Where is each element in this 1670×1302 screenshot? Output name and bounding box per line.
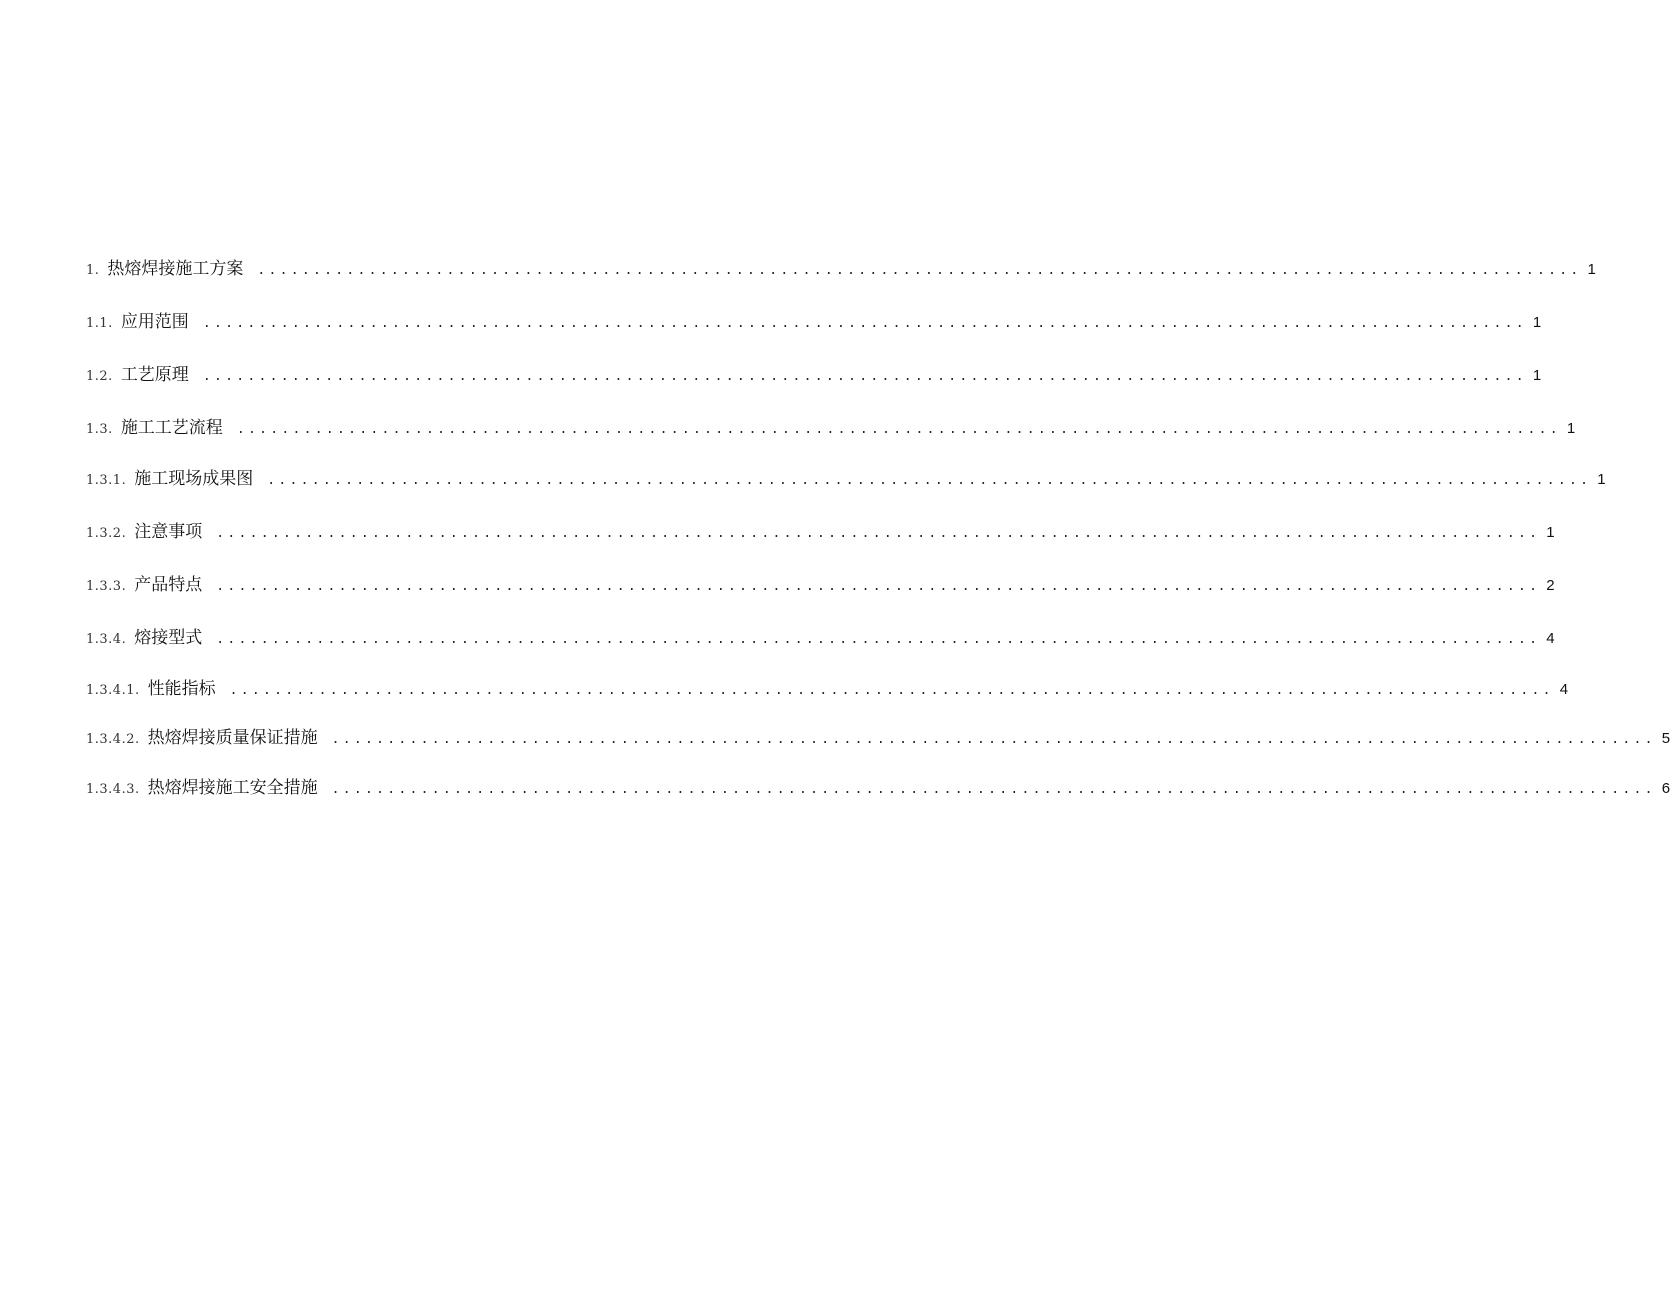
toc-entry[interactable] [86,254,1596,279]
dot-leader: ....................................................................................................................... [229,683,1554,698]
dot-leader: ....................................................................................................................... [216,632,1541,647]
dot-leader: ....................................................................................................................... [202,369,1527,384]
toc-entry-title: 施工工艺流程 [120,418,223,438]
toc-entry[interactable] [86,674,1569,699]
toc-entry-title: 热熔焊接施工安全措施 [147,778,318,798]
toc-entry[interactable] [86,360,1542,385]
toc-entry-page: 2 [1546,577,1555,594]
toc-entry-page: 1 [1532,367,1542,384]
toc-entry-title: 熔接型式 [134,628,203,648]
dot-leader: ....................................................................................................................... [216,526,1541,541]
dot-leader: ....................................................................................................................... [267,473,1592,488]
toc-entry-page: 1 [1597,471,1606,488]
toc-entry-title: 应用范围 [120,312,189,332]
toc-entry[interactable] [86,723,1670,748]
toc-entry[interactable] [86,517,1555,542]
toc-entry[interactable] [86,307,1542,332]
dot-leader: ....................................................................................................................... [216,579,1541,594]
toc-entry-title: 产品特点 [134,575,203,595]
toc-entry-title: 性能指标 [147,679,216,699]
toc-entry-title: 注意事项 [134,522,203,542]
toc-entry-page: 5 [1661,730,1670,747]
dot-leader: ....................................................................................................................... [236,422,1561,437]
toc-entry-number: 1.3.4.2. [86,732,140,747]
toc-entry-number: 1. [86,263,100,278]
toc-entry-number: 1.3.2. [86,526,127,541]
toc-entry-title: 施工现场成果图 [134,469,254,489]
dot-leader: ....................................................................................................................... [202,316,1527,331]
toc-entry-page: 1 [1587,261,1596,278]
toc-entry-page: 1 [1566,420,1576,437]
toc-entry-page: 4 [1559,681,1569,698]
toc-entry-page: 6 [1661,780,1670,797]
toc-entry[interactable] [86,413,1576,438]
dot-leader: ....................................................................................................................... [257,263,1582,278]
toc-entry-title: 热熔焊接质量保证措施 [147,728,318,748]
toc-entry-title: 工艺原理 [120,365,189,385]
toc-entry-number: 1.3.1. [86,473,127,488]
dot-leader: ....................................................................................................................... [331,732,1656,747]
toc-entry-number: 1.3.4.3. [86,782,140,797]
toc-entry-number: 1.2. [86,369,113,384]
toc-entry-page: 1 [1546,524,1555,541]
toc-entry-title: 热熔焊接施工方案 [107,259,244,279]
toc-entry-page: 4 [1546,630,1555,647]
toc-entry[interactable] [86,570,1555,595]
toc-entry-number: 1.3. [86,422,113,437]
toc-entry-number: 1.3.3. [86,579,127,594]
toc-entry[interactable] [86,773,1670,798]
toc-entry-page: 1 [1532,314,1542,331]
toc-entry-number: 1.1. [86,316,113,331]
dot-leader: ....................................................................................................................... [331,782,1656,797]
toc-entry-number: 1.3.4.1. [86,683,140,698]
toc-entry-number: 1.3.4. [86,632,127,647]
toc-entry[interactable] [86,464,1606,489]
toc-entry[interactable] [86,623,1555,648]
